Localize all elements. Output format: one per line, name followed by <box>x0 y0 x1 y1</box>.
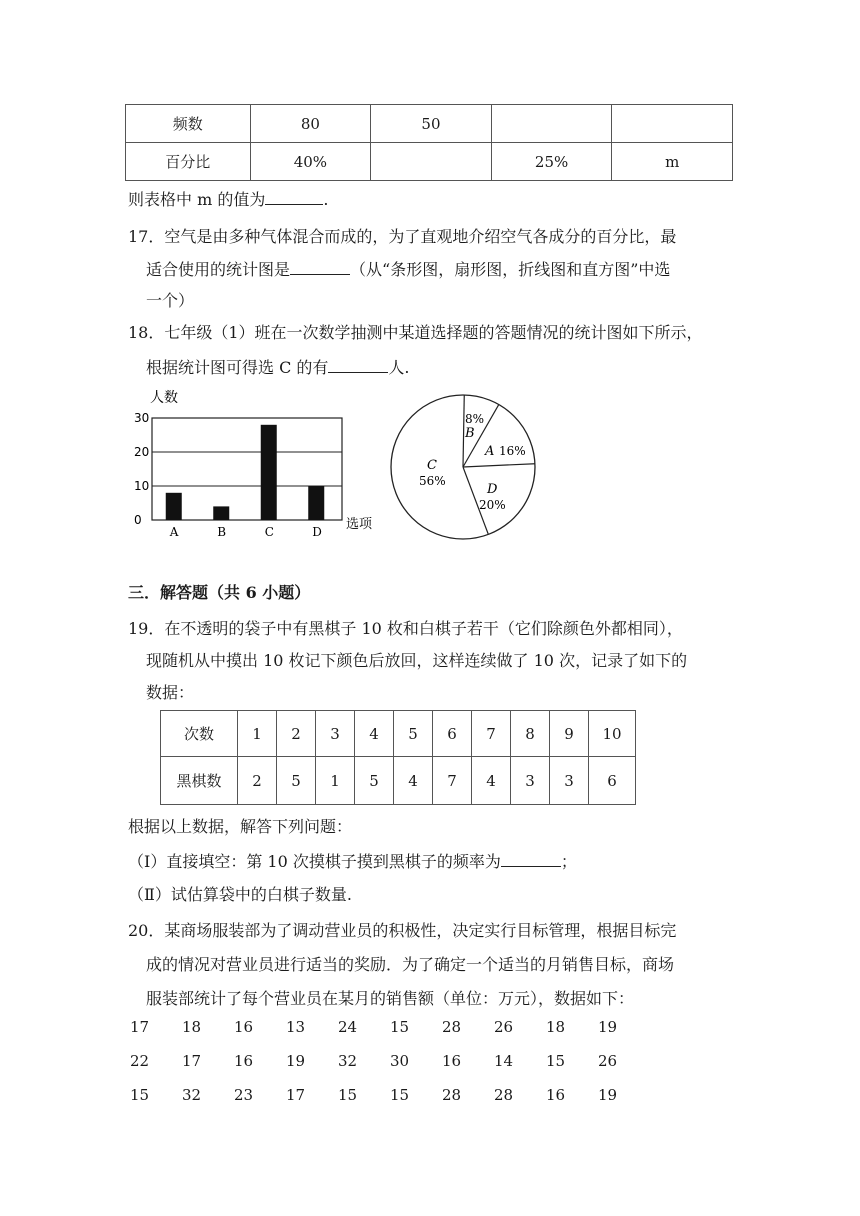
data-value: 26 <box>494 1018 514 1036</box>
table-cell: 2 <box>277 711 316 757</box>
data-row <box>130 1086 650 1106</box>
bar-D <box>308 486 324 520</box>
y-tick-label: 30 <box>134 411 150 425</box>
table-cell: 3 <box>316 711 355 757</box>
bar-B <box>213 506 229 520</box>
q20-line3: 服装部统计了每个营业员在某月的销售额（单位：万元），数据如下： <box>146 989 635 1008</box>
data-value: 15 <box>390 1018 410 1036</box>
x-tick-label: D <box>312 525 322 539</box>
data-value: 32 <box>338 1052 358 1070</box>
frequency-table <box>125 104 733 181</box>
data-value: 18 <box>182 1018 202 1036</box>
data-row <box>130 1018 650 1038</box>
data-value: 24 <box>338 1018 358 1036</box>
table-row-label: 黑棋数 <box>161 757 238 805</box>
q18-line1: 18．七年级（1）班在一次数学抽测中某道选择题的答题情况的统计图如下所示， <box>128 323 703 342</box>
q16-text-end: . <box>323 190 329 209</box>
pie-chart <box>385 385 545 545</box>
q18-text: 根据统计图可得选 C 的有 <box>146 358 329 377</box>
table-cell: 6 <box>433 711 472 757</box>
q18-line2 <box>146 356 410 379</box>
data-value: 15 <box>390 1086 410 1104</box>
x-tick-label: B <box>217 525 227 539</box>
data-value: 32 <box>182 1086 202 1104</box>
draw-record-table <box>160 710 636 805</box>
data-value: 30 <box>390 1052 410 1070</box>
q20-line2: 成的情况对营业员进行适当的奖励．为了确定一个适当的月销售目标，商场 <box>146 955 675 974</box>
y-tick-label: 20 <box>134 445 150 459</box>
q16-text: 则表格中 m 的值为 <box>128 190 266 209</box>
y-tick-label: 10 <box>134 479 150 493</box>
bar-A <box>166 493 182 520</box>
data-value: 13 <box>286 1018 306 1036</box>
q19-part1-text: （I）直接填空：第 10 次摸棋子摸到黑棋子的频率为 <box>128 852 501 871</box>
data-value: 15 <box>546 1052 566 1070</box>
data-value: 23 <box>234 1086 254 1104</box>
table-cell: 1 <box>238 711 277 757</box>
q17-text-end: （从“条形图，扇形图，折线图和直方图”中选 <box>350 260 671 279</box>
q19-line2: 现随机从中摸出 10 枚记下颜色后放回，这样连续做了 10 次，记录了如下的 <box>146 651 688 670</box>
bar-C <box>261 425 277 520</box>
table-cell: 80 <box>250 105 371 143</box>
table-cell: m <box>612 143 733 181</box>
q18-text-end: 人. <box>388 358 410 377</box>
svg-text:B: B <box>465 426 475 441</box>
svg-text:20%: 20% <box>479 498 506 512</box>
q17-line3: 一个） <box>146 291 195 310</box>
answer-blank <box>501 850 561 867</box>
x-tick-label: C <box>264 525 274 539</box>
data-value: 26 <box>598 1052 618 1070</box>
bar-chart <box>130 388 390 543</box>
table-cell: 5 <box>394 711 433 757</box>
table-cell: 25% <box>491 143 612 181</box>
table-cell: 1 <box>316 757 355 805</box>
data-value: 16 <box>234 1018 254 1036</box>
data-value: 28 <box>442 1018 462 1036</box>
data-value: 16 <box>234 1052 254 1070</box>
data-value: 17 <box>182 1052 202 1070</box>
data-value: 18 <box>546 1018 566 1036</box>
table-cell <box>612 105 733 143</box>
table-cell: 7 <box>472 711 511 757</box>
table-cell: 3 <box>511 757 550 805</box>
table-row-label: 次数 <box>161 711 238 757</box>
q16-tail <box>128 188 328 211</box>
data-value: 16 <box>442 1052 462 1070</box>
q17-line2 <box>146 258 670 281</box>
answer-blank <box>290 258 350 275</box>
table-row-label: 频数 <box>126 105 251 143</box>
data-row <box>130 1052 650 1072</box>
data-value: 28 <box>494 1086 514 1104</box>
data-value: 19 <box>598 1018 618 1036</box>
answer-blank <box>328 356 388 373</box>
svg-text:A: A <box>485 444 495 459</box>
table-cell: 10 <box>589 711 636 757</box>
table-cell: 5 <box>355 757 394 805</box>
table-cell: 4 <box>472 757 511 805</box>
table-cell: 50 <box>371 105 492 143</box>
table-cell: 7 <box>433 757 472 805</box>
q19-part1 <box>128 850 577 873</box>
table-cell: 9 <box>550 711 589 757</box>
table-cell: 2 <box>238 757 277 805</box>
data-value: 22 <box>130 1052 150 1070</box>
table-cell <box>371 143 492 181</box>
data-value: 28 <box>442 1086 462 1104</box>
table-cell: 6 <box>589 757 636 805</box>
table-cell: 4 <box>394 757 433 805</box>
data-value: 19 <box>598 1086 618 1104</box>
answer-blank <box>265 188 323 205</box>
q19-part1-end: ； <box>560 852 577 871</box>
table-cell: 8 <box>511 711 550 757</box>
slice-label-A <box>484 444 526 459</box>
data-value: 15 <box>338 1086 358 1104</box>
data-value: 17 <box>286 1086 306 1104</box>
svg-text:D: D <box>487 482 498 497</box>
data-value: 14 <box>494 1052 514 1070</box>
q20-line1: 20．某商场服装部为了调动营业员的积极性，决定实行目标管理，根据目标完 <box>128 921 677 940</box>
q19-line1: 19．在不透明的袋子中有黑棋子 10 枚和白棋子若干（它们除颜色外都相同）， <box>128 619 683 638</box>
table-row-label: 百分比 <box>126 143 251 181</box>
q19-line3: 数据： <box>146 683 195 702</box>
table-cell <box>491 105 612 143</box>
table-cell: 3 <box>550 757 589 805</box>
y-axis-label: 人数 <box>150 390 178 406</box>
data-value: 17 <box>130 1018 150 1036</box>
svg-text:16%: 16% <box>499 444 526 458</box>
q17-text: 适合使用的统计图是 <box>146 260 291 279</box>
table-cell: 40% <box>250 143 371 181</box>
table-cell: 4 <box>355 711 394 757</box>
section-title: 三．解答题（共 6 小题） <box>128 583 311 602</box>
q19-after: 根据以上数据，解答下列问题： <box>128 817 353 836</box>
table-cell: 5 <box>277 757 316 805</box>
x-tick-label: A <box>169 525 179 539</box>
svg-text:8%: 8% <box>465 412 485 426</box>
svg-text:C: C <box>427 458 437 473</box>
data-value: 16 <box>546 1086 566 1104</box>
q17-line1: 17．空气是由多种气体混合而成的，为了直观地介绍空气各成分的百分比，最 <box>128 227 677 246</box>
svg-text:56%: 56% <box>419 474 446 488</box>
q19-part2: （Ⅱ）试估算袋中的白棋子数量. <box>128 885 352 904</box>
data-value: 15 <box>130 1086 150 1104</box>
data-value: 19 <box>286 1052 306 1070</box>
y-tick-label: 0 <box>134 513 142 527</box>
x-axis-label: 选项 <box>346 517 373 532</box>
